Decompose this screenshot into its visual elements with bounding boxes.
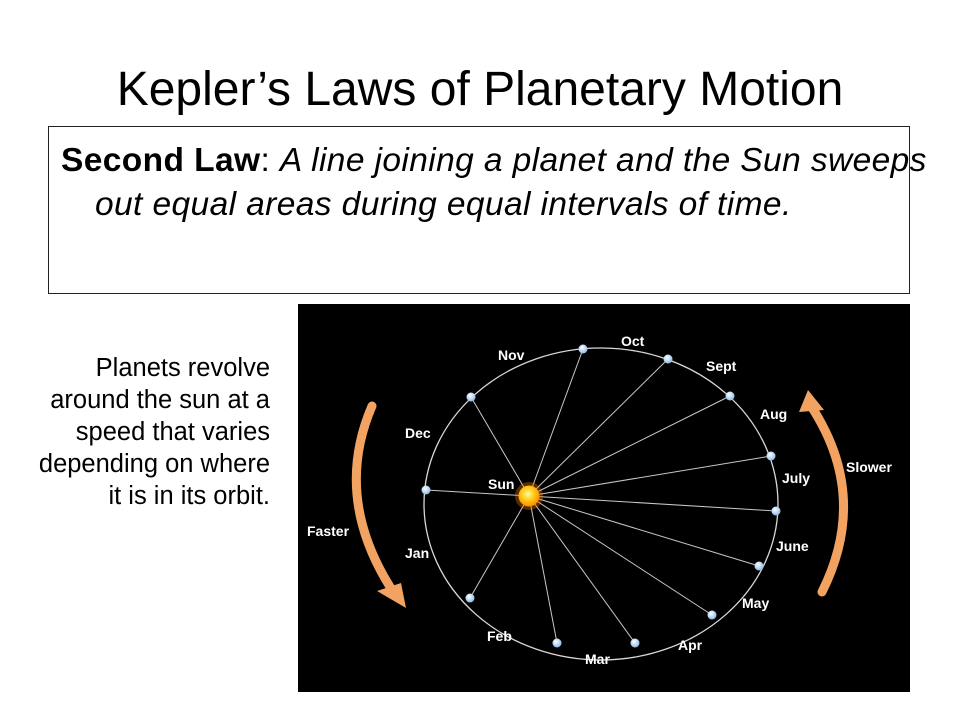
sweep-line bbox=[470, 496, 529, 598]
sweep-line bbox=[529, 349, 583, 496]
faster-arrow-icon bbox=[356, 406, 394, 593]
label-oct: Oct bbox=[621, 333, 645, 349]
label-may: May bbox=[742, 595, 770, 611]
label-jan: Jan bbox=[405, 545, 430, 561]
side-text: Planets revolve around the sun at a speed that varies depending on where it is in its orbit. bbox=[38, 354, 270, 510]
sweep-line bbox=[529, 359, 668, 496]
planet-marker-feb bbox=[553, 639, 562, 648]
planet-marker-sept bbox=[664, 355, 673, 364]
label-sun: Sun bbox=[488, 476, 515, 492]
law-box bbox=[48, 126, 927, 294]
label-sept: Sept bbox=[706, 358, 737, 374]
law-label: Second Law bbox=[61, 142, 261, 179]
label-mar: Mar bbox=[585, 651, 610, 667]
sweep-line bbox=[529, 396, 730, 496]
sweep-line bbox=[529, 496, 557, 643]
law-text bbox=[61, 139, 935, 227]
planet-marker-jan bbox=[466, 594, 475, 603]
label-faster: Faster bbox=[307, 523, 350, 539]
sweep-lines bbox=[426, 349, 776, 643]
slower-arrow-icon bbox=[811, 406, 844, 592]
label-dec: Dec bbox=[405, 425, 431, 441]
planet-marker-aug bbox=[726, 392, 735, 401]
planet-marker-dec bbox=[422, 486, 431, 495]
orbit-ellipse bbox=[424, 348, 778, 660]
label-slower: Slower bbox=[846, 459, 892, 475]
sweep-line bbox=[529, 496, 776, 511]
label-feb: Feb bbox=[487, 628, 512, 644]
sweep-line bbox=[529, 496, 712, 615]
orbit-diagram bbox=[298, 304, 910, 692]
planet-markers bbox=[422, 345, 781, 648]
label-july: July bbox=[782, 470, 811, 486]
planet-marker-oct bbox=[579, 345, 588, 354]
planet-marker-june bbox=[772, 507, 781, 516]
planet-marker-apr bbox=[708, 611, 717, 620]
sweep-line bbox=[529, 456, 771, 496]
label-aug: Aug bbox=[760, 406, 788, 422]
slower-arrowhead-icon bbox=[799, 390, 824, 412]
planet-marker-mar bbox=[631, 639, 640, 648]
law-description: A line joining a planet and the Sun sweeps out equal areas during equal intervals of time. bbox=[95, 142, 927, 223]
slide-title: Kepler’s Laws of Planetary Motion bbox=[116, 63, 844, 116]
orbit-diagram-svg bbox=[298, 304, 910, 692]
faster-arrowhead-icon bbox=[377, 583, 406, 608]
planet-marker-nov bbox=[467, 393, 476, 402]
law-separator: : bbox=[260, 142, 280, 179]
planet-marker-july bbox=[767, 452, 776, 461]
sun-icon bbox=[515, 482, 543, 510]
sweep-line bbox=[529, 496, 635, 643]
planet-marker-may bbox=[755, 562, 764, 571]
label-june: June bbox=[776, 538, 809, 554]
sweep-line bbox=[529, 496, 759, 566]
label-apr: Apr bbox=[678, 637, 703, 653]
label-nov: Nov bbox=[498, 347, 525, 363]
